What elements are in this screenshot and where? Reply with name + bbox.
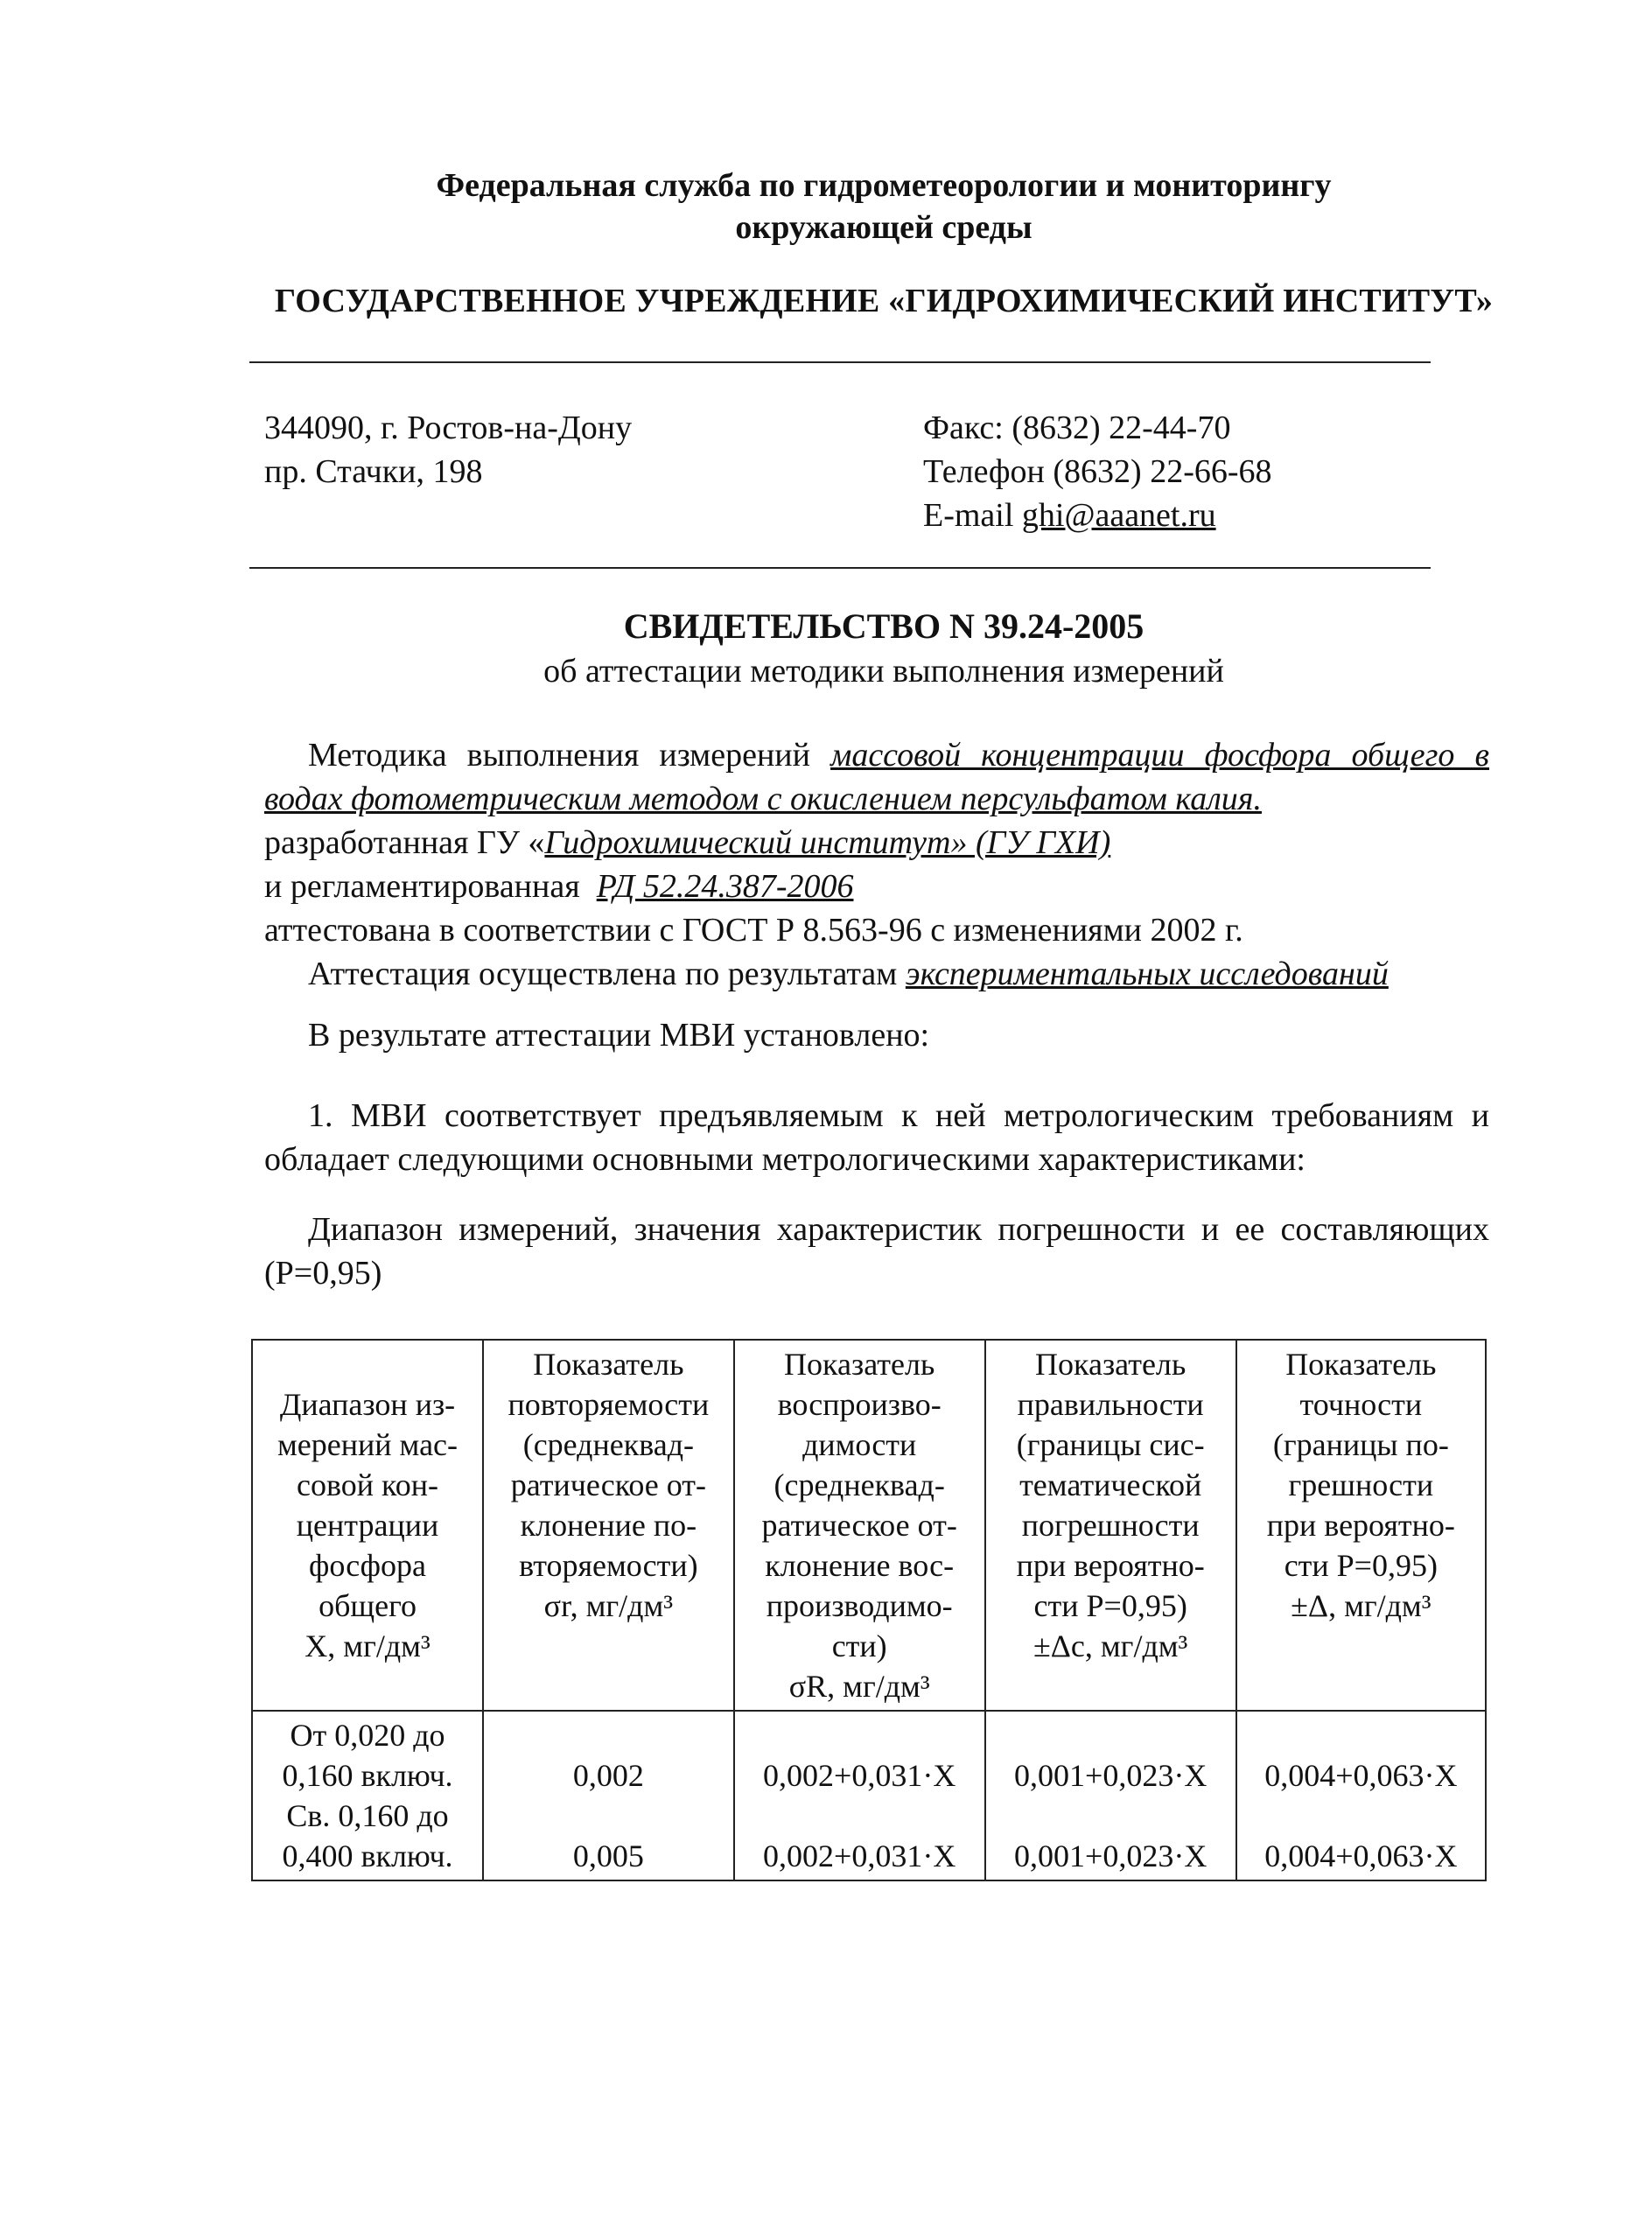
address-line-1: 344090, г. Ростов-на-Дону: [264, 410, 633, 446]
method-paragraph: [264, 733, 1489, 996]
header-accuracy-line: Показатель: [1285, 1347, 1437, 1382]
header-repeatability-line: σr, мг/дм³: [543, 1588, 674, 1623]
regulated-prefix: и регламентированная: [264, 868, 580, 905]
header-accuracy-line: грешности: [1288, 1467, 1434, 1502]
range-cell: [252, 1711, 483, 1880]
header-reproducibility-line: клонение вос-: [765, 1548, 955, 1583]
repeatability-value: 0,002: [572, 1758, 644, 1793]
accuracy-value: 0,004+0,063·X: [1264, 1758, 1458, 1793]
agency-line-1: Федеральная служба по гидрометеорологии и мониторингу: [436, 167, 1332, 204]
email-link[interactable]: ghi@aaanet.ru: [1021, 497, 1216, 534]
developed-prefix: разработанная ГУ «: [264, 824, 545, 861]
method-name-part-1: массовой концентрации фосфора общего в: [830, 737, 1490, 774]
reproducibility-value: 0,002+0,031·X: [763, 1758, 956, 1793]
top-divider: [249, 361, 1431, 363]
header-correctness-line: (границы сис-: [1016, 1427, 1205, 1462]
fax-number: Факс: (8632) 22-44-70: [923, 410, 1231, 446]
range-text: 0,160 включ.: [282, 1758, 453, 1793]
header-repeatability: [483, 1340, 734, 1711]
header-correctness-line: Показатель: [1035, 1347, 1186, 1382]
developed-line: [264, 821, 1489, 865]
institute-heading: ГОСУДАРСТВЕННОЕ УЧРЕЖДЕНИЕ «ГИДРОХИМИЧЕСКИЙ ИНСТИТУТ»: [274, 283, 1494, 319]
attested-line: аттестована в соответствии с ГОСТ Р 8.563-96 с изменениями 2002 г.: [264, 912, 1243, 949]
point-1: [264, 1094, 1489, 1181]
header-accuracy-line: при вероятно-: [1266, 1508, 1455, 1543]
header-correctness-line: погрешности: [1021, 1508, 1200, 1543]
attestation-line: [264, 952, 1489, 996]
header-correctness-line: сти Р=0,95): [1033, 1588, 1187, 1623]
header-correctness: [985, 1340, 1236, 1711]
header-accuracy-line: сти Р=0,95): [1284, 1548, 1438, 1583]
header-accuracy-line: ±Δ, мг/дм³: [1291, 1588, 1432, 1623]
range-line-2: (Р=0,95): [264, 1255, 382, 1292]
point-1-line-2: обладает следующими основными метрологическими характеристиками:: [264, 1141, 1306, 1178]
header-range-line: мерений мас-: [277, 1427, 458, 1462]
method-line-2: [264, 777, 1489, 821]
table-data-row: [252, 1711, 1486, 1880]
point-1-line-1: 1. МВИ соответствует предъявляемым к ней метрологическим требованиям и: [308, 1097, 1489, 1134]
header-correctness-line: тематической: [1019, 1467, 1202, 1502]
table-header-row: [252, 1340, 1486, 1711]
header-correctness-line: правильности: [1017, 1387, 1204, 1422]
email-line: [923, 494, 1272, 537]
result-intro: В результате аттестации МВИ установлено:: [308, 1017, 930, 1054]
certificate-subtitle: об аттестации методики выполнения измерений: [543, 653, 1224, 690]
method-line-1: [264, 733, 1489, 777]
method-name-part-2: водах фотометрическим методом с окислением персульфатом калия.: [264, 781, 1262, 817]
header-range-line: фосфора: [309, 1548, 426, 1583]
method-prefix: Методика выполнения измерений: [308, 737, 810, 774]
postal-address: [264, 406, 632, 494]
header-repeatability-line: вторяемости): [519, 1548, 698, 1583]
header-accuracy-line: точности: [1299, 1387, 1423, 1422]
header-repeatability-line: Показатель: [533, 1347, 684, 1382]
bottom-divider: [249, 567, 1431, 569]
correctness-value: 0,001+0,023·X: [1014, 1758, 1208, 1793]
range-paragraph: [264, 1208, 1489, 1295]
reproducibility-value: 0,002+0,031·X: [763, 1838, 956, 1873]
repeatability-value: 0,005: [572, 1838, 644, 1873]
header-repeatability-line: (среднеквад-: [522, 1427, 695, 1462]
regulated-line: [264, 865, 1489, 908]
regulated-by: РД 52.24.387-2006: [596, 868, 854, 905]
attestation-prefix: Аттестация осуществлена по результатам: [308, 956, 898, 992]
email-label: E-mail: [923, 497, 1014, 534]
header-reproducibility: [734, 1340, 985, 1711]
header-reproducibility-line: ратическое от-: [761, 1508, 957, 1543]
header-range-line: центрации: [296, 1508, 439, 1543]
header-accuracy-line: (границы по-: [1272, 1427, 1449, 1462]
developed-by: Гидрохимический институт» (ГУ ГХИ): [544, 824, 1111, 861]
header-reproducibility-line: воспроизво-: [777, 1387, 942, 1422]
agency-line-2: окружающей среды: [735, 209, 1032, 246]
header-range-line: Диапазон из-: [279, 1387, 456, 1422]
attestation-basis: экспериментальных исследований: [905, 956, 1389, 992]
header-repeatability-line: клонение по-: [520, 1508, 697, 1543]
header-correctness-line: ±Δc, мг/дм³: [1033, 1628, 1188, 1663]
header-accuracy: [1236, 1340, 1486, 1711]
metrology-table: [251, 1339, 1487, 1881]
contact-block: [923, 406, 1272, 537]
header-repeatability-line: ратическое от-: [510, 1467, 707, 1502]
header-range-line: общего: [318, 1588, 416, 1623]
header-repeatability-line: повторяемости: [508, 1387, 710, 1422]
repeatability-cell: [483, 1711, 734, 1880]
correctness-cell: [985, 1711, 1236, 1880]
range-line-1: Диапазон измерений, значения характеристик погрешности и ее составляющих: [308, 1211, 1489, 1248]
header-range-line: X, мг/дм³: [304, 1628, 430, 1663]
header-reproducibility-line: сти): [831, 1628, 887, 1663]
accuracy-cell: [1236, 1711, 1486, 1880]
header-range: [252, 1340, 483, 1711]
correctness-value: 0,001+0,023·X: [1014, 1838, 1208, 1873]
header-reproducibility-line: производимо-: [766, 1588, 953, 1623]
range-text: От 0,020 до: [290, 1718, 445, 1753]
header-reproducibility-line: Показатель: [784, 1347, 935, 1382]
header-range-line: совой кон-: [297, 1467, 438, 1502]
header-correctness-line: при вероятно-: [1016, 1548, 1205, 1583]
range-text: 0,400 включ.: [282, 1838, 453, 1873]
accuracy-value: 0,004+0,063·X: [1264, 1838, 1458, 1873]
phone-number: Телефон (8632) 22-66-68: [923, 453, 1272, 490]
header-reproducibility-line: димости: [802, 1427, 917, 1462]
address-line-2: пр. Стачки, 198: [264, 453, 483, 490]
certificate-title: СВИДЕТЕЛЬСТВО N 39.24-2005: [623, 606, 1144, 646]
agency-heading: [262, 165, 1505, 249]
range-text: Св. 0,160 до: [286, 1798, 449, 1833]
reproducibility-cell: [734, 1711, 985, 1880]
header-reproducibility-line: σR, мг/дм³: [788, 1669, 930, 1704]
header-reproducibility-line: (среднеквад-: [774, 1467, 945, 1502]
